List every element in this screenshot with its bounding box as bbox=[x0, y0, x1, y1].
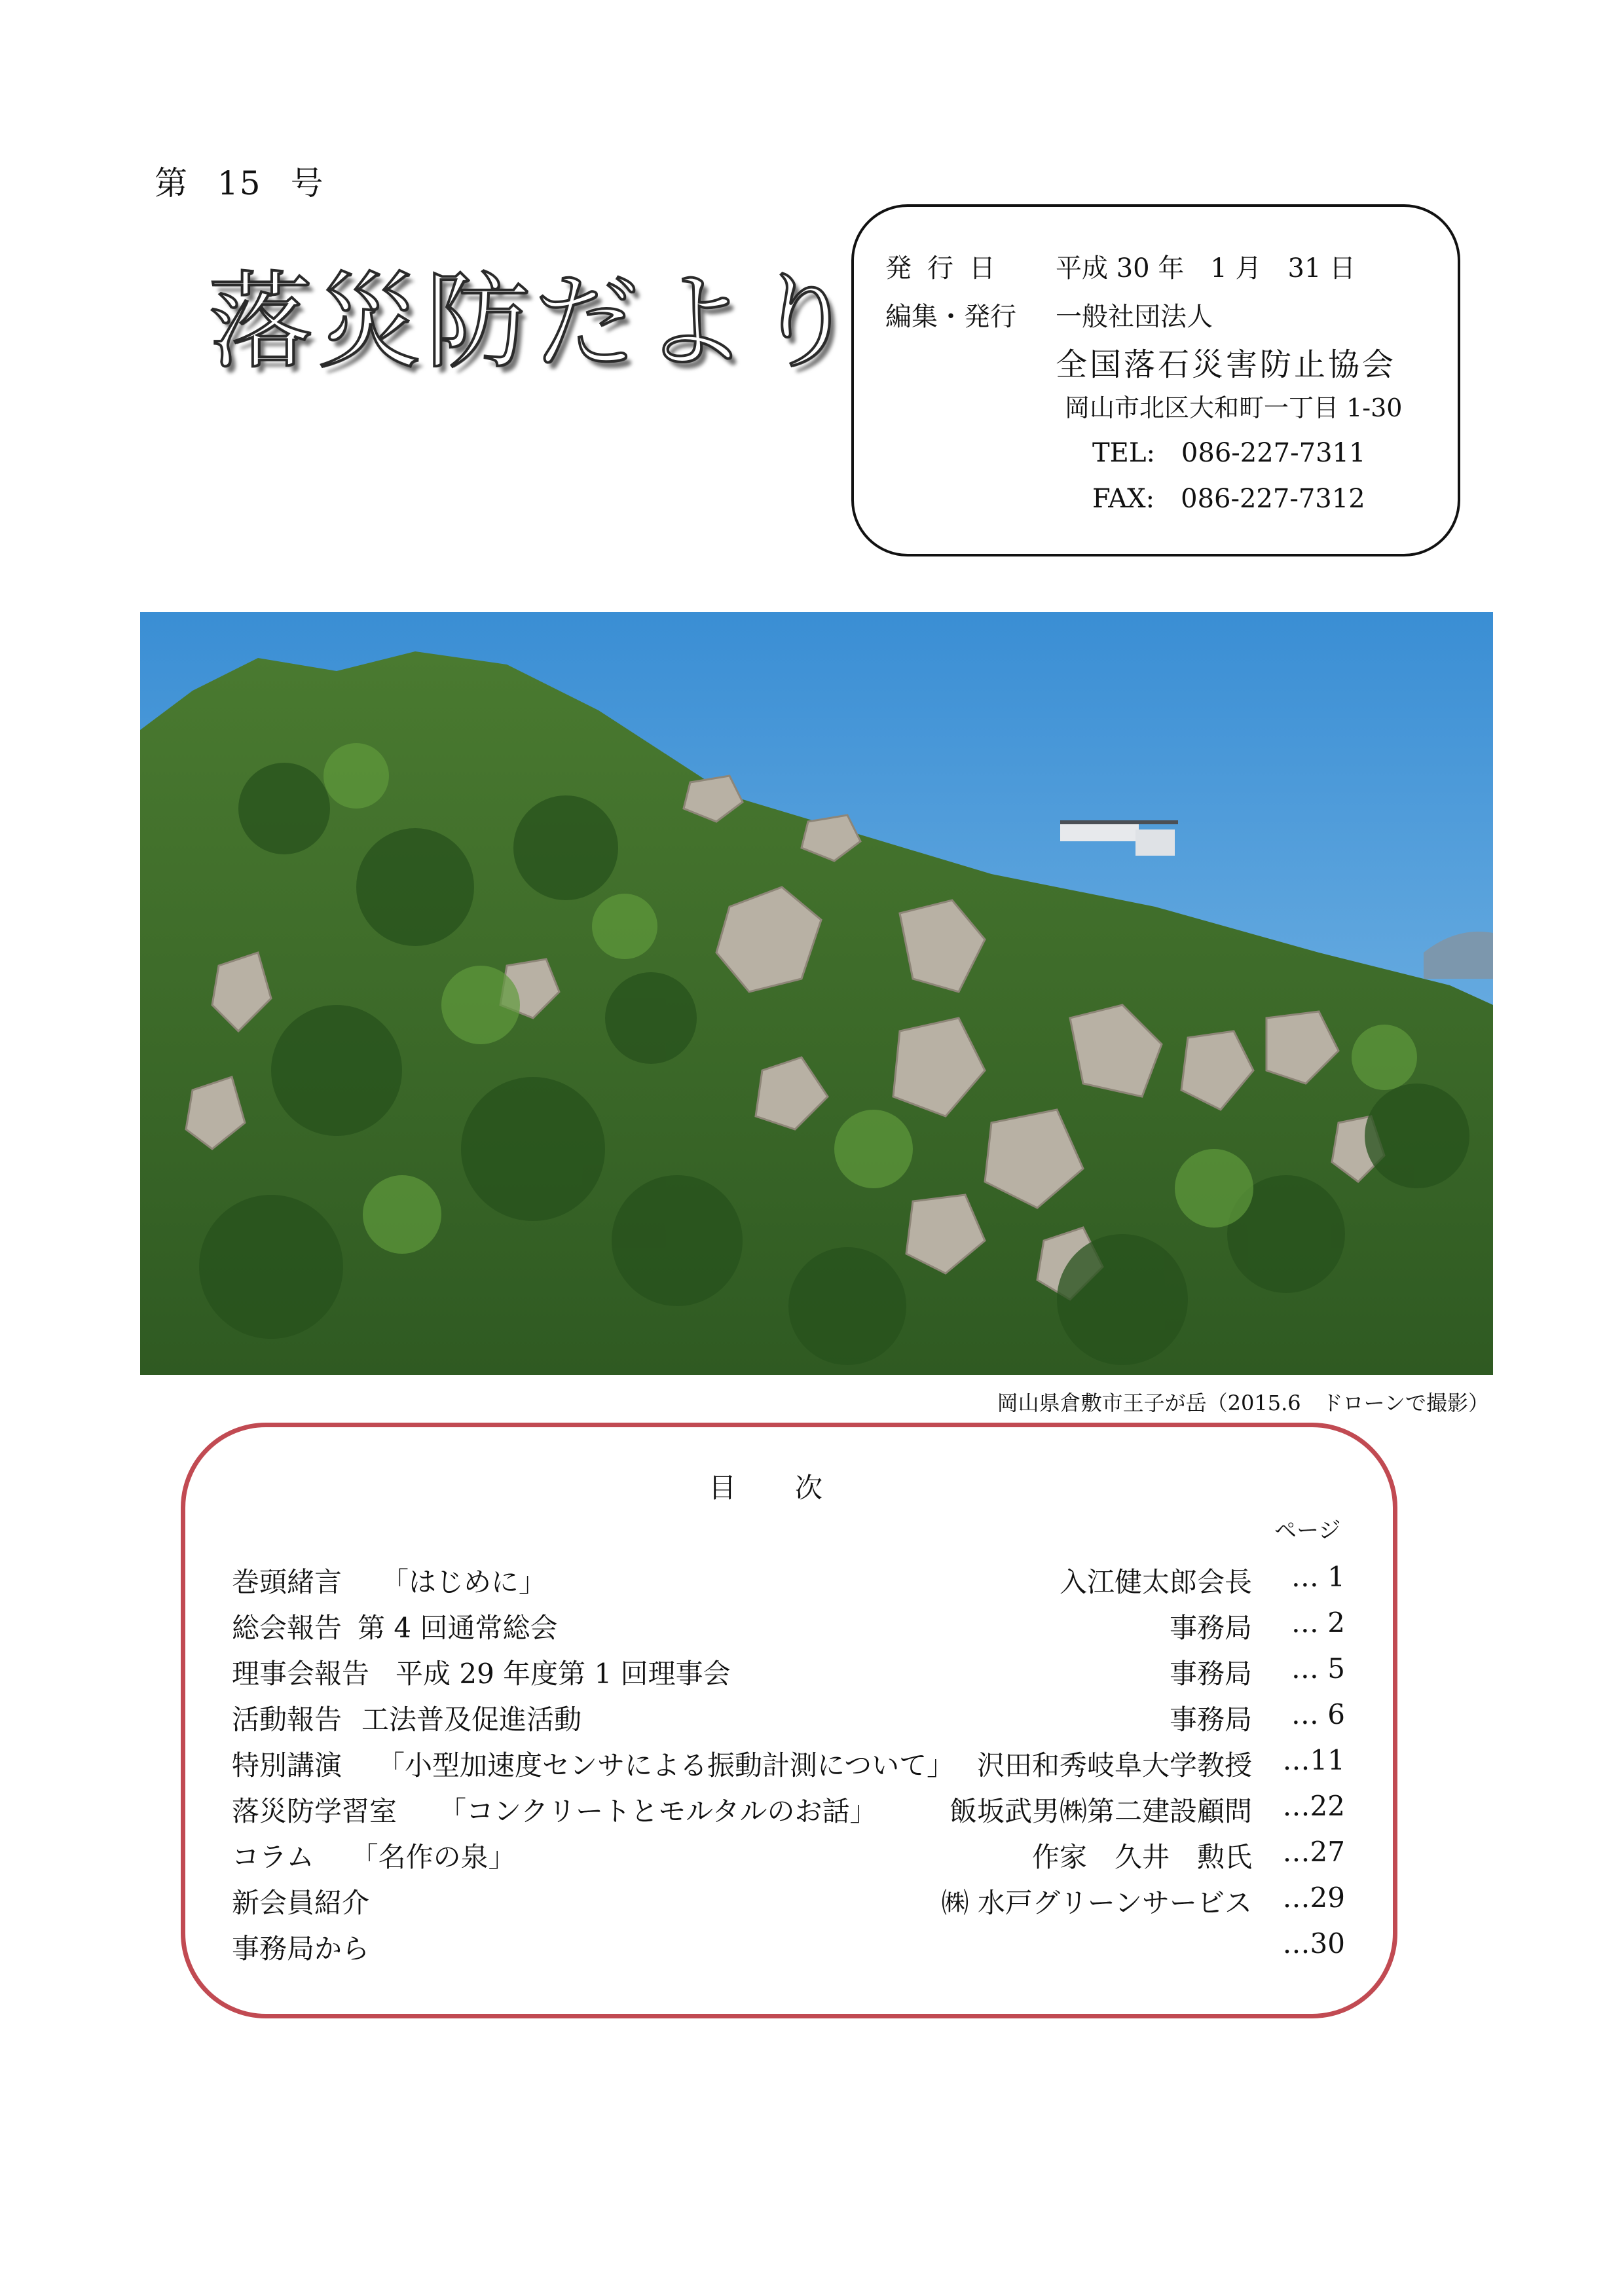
toc-topic: 平成 29 年度第 1 回理事会 bbox=[396, 1658, 731, 1690]
toc-section: 巻頭緒言 bbox=[232, 1566, 342, 1598]
toc-page: … 1 bbox=[1291, 1561, 1345, 1593]
newsletter-title: 落災防だより bbox=[208, 261, 861, 383]
issue-number bbox=[155, 157, 354, 204]
address: 岡山市北区大和町一丁目 1-30 bbox=[1065, 393, 1403, 422]
editor-label: 編集・発行 bbox=[885, 302, 1016, 332]
toc-page-header: ページ bbox=[1274, 1518, 1341, 1544]
toc-item bbox=[232, 1652, 1345, 1692]
toc-author: 事務局 bbox=[1169, 1704, 1252, 1736]
toc-topic: 「名作の泉」 bbox=[350, 1841, 516, 1873]
toc-author: ㈱ 水戸グリーンサービス bbox=[941, 1887, 1252, 1919]
toc-topic: 「はじめに」 bbox=[381, 1566, 547, 1598]
toc-section: 事務局から bbox=[232, 1933, 370, 1965]
org-type: 一般社団法人 bbox=[1056, 302, 1213, 332]
toc-topic: 第 4 回通常総会 bbox=[358, 1612, 558, 1644]
photo-caption: 岡山県倉敷市王子が岳（2015.6 ドローンで撮影） bbox=[997, 1391, 1489, 1415]
cover-photo bbox=[140, 612, 1493, 1375]
toc-page: …27 bbox=[1282, 1836, 1345, 1868]
toc-item bbox=[232, 1561, 1345, 1600]
toc-page: … 6 bbox=[1291, 1698, 1345, 1730]
date-label: 発行日 bbox=[885, 253, 1011, 283]
toc-author: 沢田和秀岐阜大学教授 bbox=[976, 1749, 1252, 1781]
toc-author: 作家 久井 勲氏 bbox=[1031, 1841, 1252, 1873]
fax: FAX: 086-227-7312 bbox=[1092, 484, 1365, 514]
toc-page: …11 bbox=[1282, 1744, 1345, 1776]
date-value: 平成 30 年 1 月 31 日 bbox=[1056, 253, 1356, 283]
toc-section: 特別講演 bbox=[232, 1749, 342, 1781]
issue-prefix: 第 bbox=[155, 164, 189, 202]
toc-item bbox=[232, 1927, 1345, 1967]
toc-section: 総会報告 bbox=[232, 1612, 342, 1644]
toc-section: 理事会報告 bbox=[232, 1658, 370, 1690]
toc-author: 事務局 bbox=[1169, 1658, 1252, 1690]
toc-author: 事務局 bbox=[1169, 1612, 1252, 1644]
toc-section: 活動報告 bbox=[232, 1704, 342, 1736]
toc-item bbox=[232, 1790, 1345, 1829]
toc-topic: 工法普及促進活動 bbox=[361, 1704, 582, 1736]
toc-page: … 5 bbox=[1291, 1652, 1345, 1685]
toc-author: 飯坂武男㈱第二建設顧問 bbox=[949, 1795, 1252, 1827]
issue-suffix: 号 bbox=[290, 164, 325, 202]
org-name: 全国落石災害防止協会 bbox=[1056, 346, 1397, 383]
toc-title: 目次 bbox=[709, 1472, 882, 1504]
toc-item bbox=[232, 1836, 1345, 1875]
toc-section: コラム bbox=[232, 1841, 314, 1873]
toc-item bbox=[232, 1698, 1345, 1738]
toc-page: …30 bbox=[1282, 1927, 1345, 1959]
toc-section: 落災防学習室 bbox=[232, 1795, 397, 1827]
toc-section: 新会員紹介 bbox=[232, 1887, 370, 1919]
toc-topic: 「小型加速度センサによる振動計測について」 bbox=[377, 1749, 955, 1781]
tel: TEL: 086-227-7311 bbox=[1092, 438, 1366, 468]
toc-page: … 2 bbox=[1291, 1607, 1345, 1639]
toc-page: …29 bbox=[1282, 1882, 1345, 1914]
issue-value: 15 bbox=[217, 164, 262, 202]
toc-topic: 「コンクリートとモルタルのお話」 bbox=[439, 1795, 877, 1827]
toc-item bbox=[232, 1882, 1345, 1921]
toc-author: 入江健太郎会長 bbox=[1059, 1566, 1252, 1598]
toc-item bbox=[232, 1607, 1345, 1646]
toc-page: …22 bbox=[1282, 1790, 1345, 1822]
toc-item bbox=[232, 1744, 1345, 1783]
